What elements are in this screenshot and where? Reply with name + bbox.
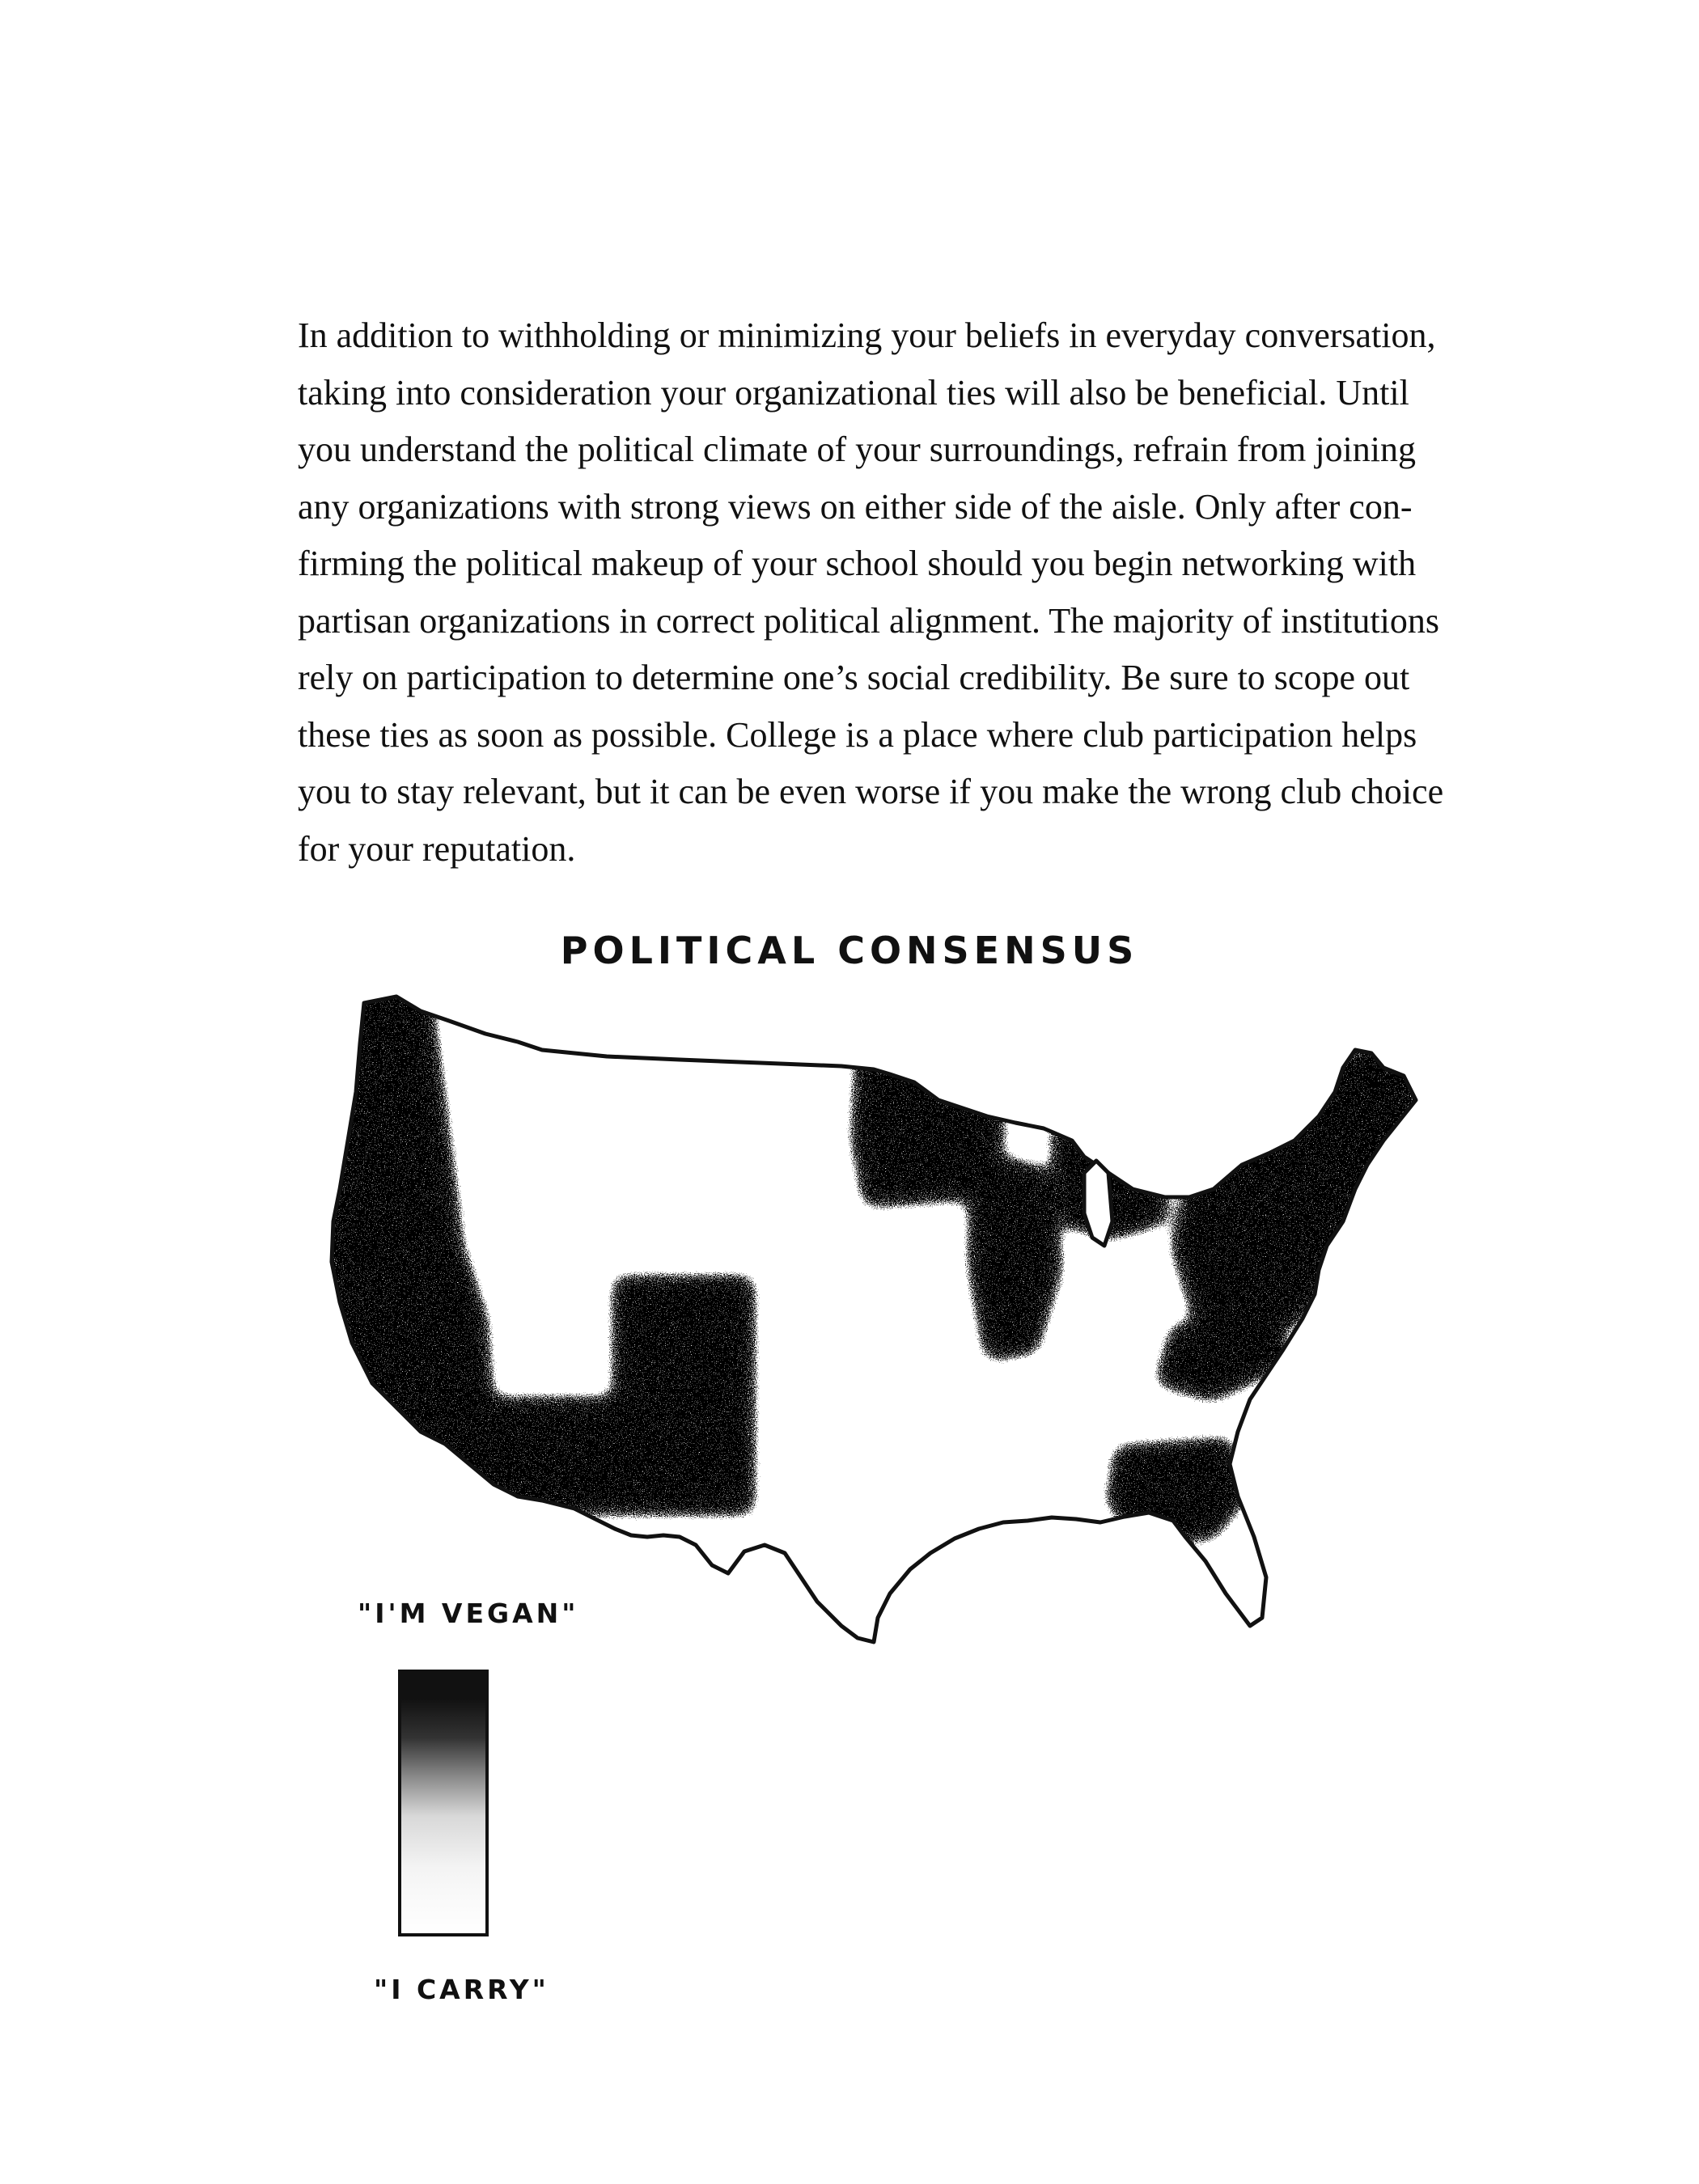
legend-gradient-bar bbox=[398, 1670, 489, 1936]
legend-label-top: "I'M VEGAN" bbox=[358, 1598, 579, 1629]
body-paragraph bbox=[298, 307, 1511, 878]
paragraph-line: you understand the political climate of your surroundings, refrain from joining bbox=[298, 430, 1417, 469]
legend-label-bottom: "I CARRY" bbox=[374, 1974, 549, 2005]
paragraph-line: partisan organizations in correct political alignment. The majority of institutions bbox=[298, 600, 1439, 641]
us-map-illustration bbox=[275, 979, 1521, 1755]
paragraph-line: firming the political makeup of your school should you begin networking with bbox=[298, 544, 1417, 583]
paragraph-line: any organizations with strong views on either side of the aisle. Only after con- bbox=[298, 486, 1413, 527]
paragraph-line: these ties as soon as possible. College is a place where club participation helps bbox=[298, 714, 1417, 755]
map-title: POLITICAL CONSENSUS bbox=[560, 929, 1139, 972]
paragraph-line: taking into consideration your organizational ties will also be beneficial. Until bbox=[298, 372, 1409, 413]
paragraph-line: for your reputation. bbox=[298, 828, 576, 869]
paragraph-line: rely on participation to determine one’s social credibility. Be sure to scope out bbox=[298, 658, 1410, 697]
paragraph-line: In addition to withholding or minimizing your beliefs in everyday conversation, bbox=[298, 315, 1436, 355]
paragraph-line: you to stay relevant, but it can be even worse if you make the wrong club choice bbox=[298, 772, 1444, 811]
